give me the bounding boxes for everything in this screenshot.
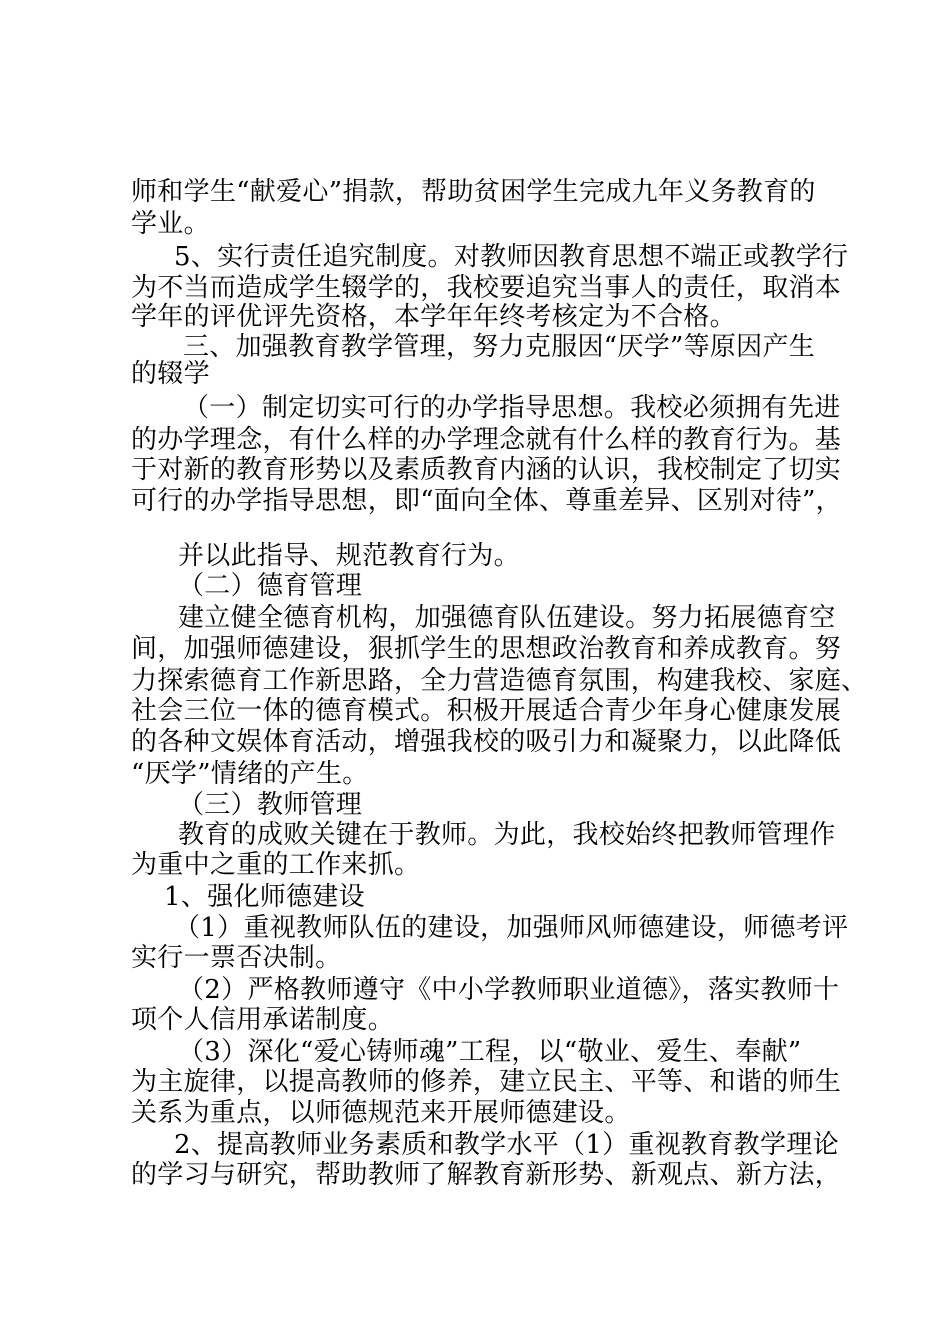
text-line: 教育的成败关键在于教师。为此，我校始终把教师管理作 — [178, 820, 836, 850]
text-line: 可行的办学指导思想，即“面向全体、尊重差异、区别对待”， — [131, 486, 842, 516]
section-heading: 的辍学 — [131, 359, 210, 389]
text-line: 学年的评优评先资格，本学年年终考核定为不合格。 — [131, 302, 736, 332]
text-line: 实行一票否决制。 — [131, 943, 342, 973]
text-line: “厌学”情绪的产生。 — [131, 759, 369, 789]
text-line: （一）制定切实可行的办学指导思想。我校必须拥有先进 — [183, 393, 841, 423]
text-line: 关系为重点，以师德规范来开展师德建设。 — [131, 1098, 631, 1128]
text-line: 学业。 — [131, 209, 210, 239]
text-line: 的办学理念，有什么样的办学理念就有什么样的教育行为。基 — [131, 425, 842, 455]
text-line: （2）严格教师遵守《中小学教师职业道德》，落实教师十 — [178, 975, 840, 1005]
text-line: 的学习与研究，帮助教师了解教育新形势、新观点、新方法， — [131, 1160, 842, 1190]
text-line: 项个人信用承诺制度。 — [131, 1005, 395, 1035]
text-line: 力探索德育工作新思路，全力营造德育氛围，构建我校、家庭、 — [131, 666, 868, 696]
text-line: 间，加强师德建设，狠抓学生的思想政治教育和养成教育。努 — [131, 634, 842, 664]
text-line: （1）重视教师队伍的建设，加强师风师德建设，师德考评 — [174, 913, 849, 943]
subsection-heading: （二）德育管理 — [178, 571, 363, 601]
text-line: 的各种文娱体育活动，增强我校的吸引力和凝聚力，以此降低 — [131, 727, 842, 757]
text-line: 为不当而造成学生辍学的，我校要追究当事人的责任，取消本 — [131, 273, 842, 303]
subsection-heading: 1、强化师德建设 — [164, 882, 365, 912]
text-line: 师和学生“献爱心”捐款，帮助贫困学生完成九年义务教育的 — [131, 177, 816, 207]
text-line: 为重中之重的工作来抓。 — [131, 850, 421, 880]
text-line: 于对新的教育形势以及素质教育内涵的认识，我校制定了切实 — [131, 455, 842, 485]
text-line: （3）深化“爱心铸师魂”工程，以“敬业、爱生、奉献” — [178, 1037, 802, 1067]
text-line: 为主旋律，以提高教师的修养，建立民主、平等、和谐的师生 — [131, 1067, 842, 1097]
subsection-heading: （三）教师管理 — [178, 790, 363, 820]
section-heading: 三、加强教育教学管理，努力克服因“厌学”等原因产生 — [183, 332, 816, 362]
text-line: 建立健全德育机构，加强德育队伍建设。努力拓展德育空 — [178, 603, 836, 633]
text-line: 并以此指导、规范教育行为。 — [178, 541, 520, 571]
text-line: 社会三位一体的德育模式。积极开展适合青少年身心健康发展 — [131, 696, 842, 726]
text-line: 2、提高教师业务素质和教学水平（1）重视教育教学理论 — [174, 1130, 839, 1160]
text-line: 5、实行责任追究制度。对教师因教育思想不端正或教学行 — [174, 242, 849, 272]
